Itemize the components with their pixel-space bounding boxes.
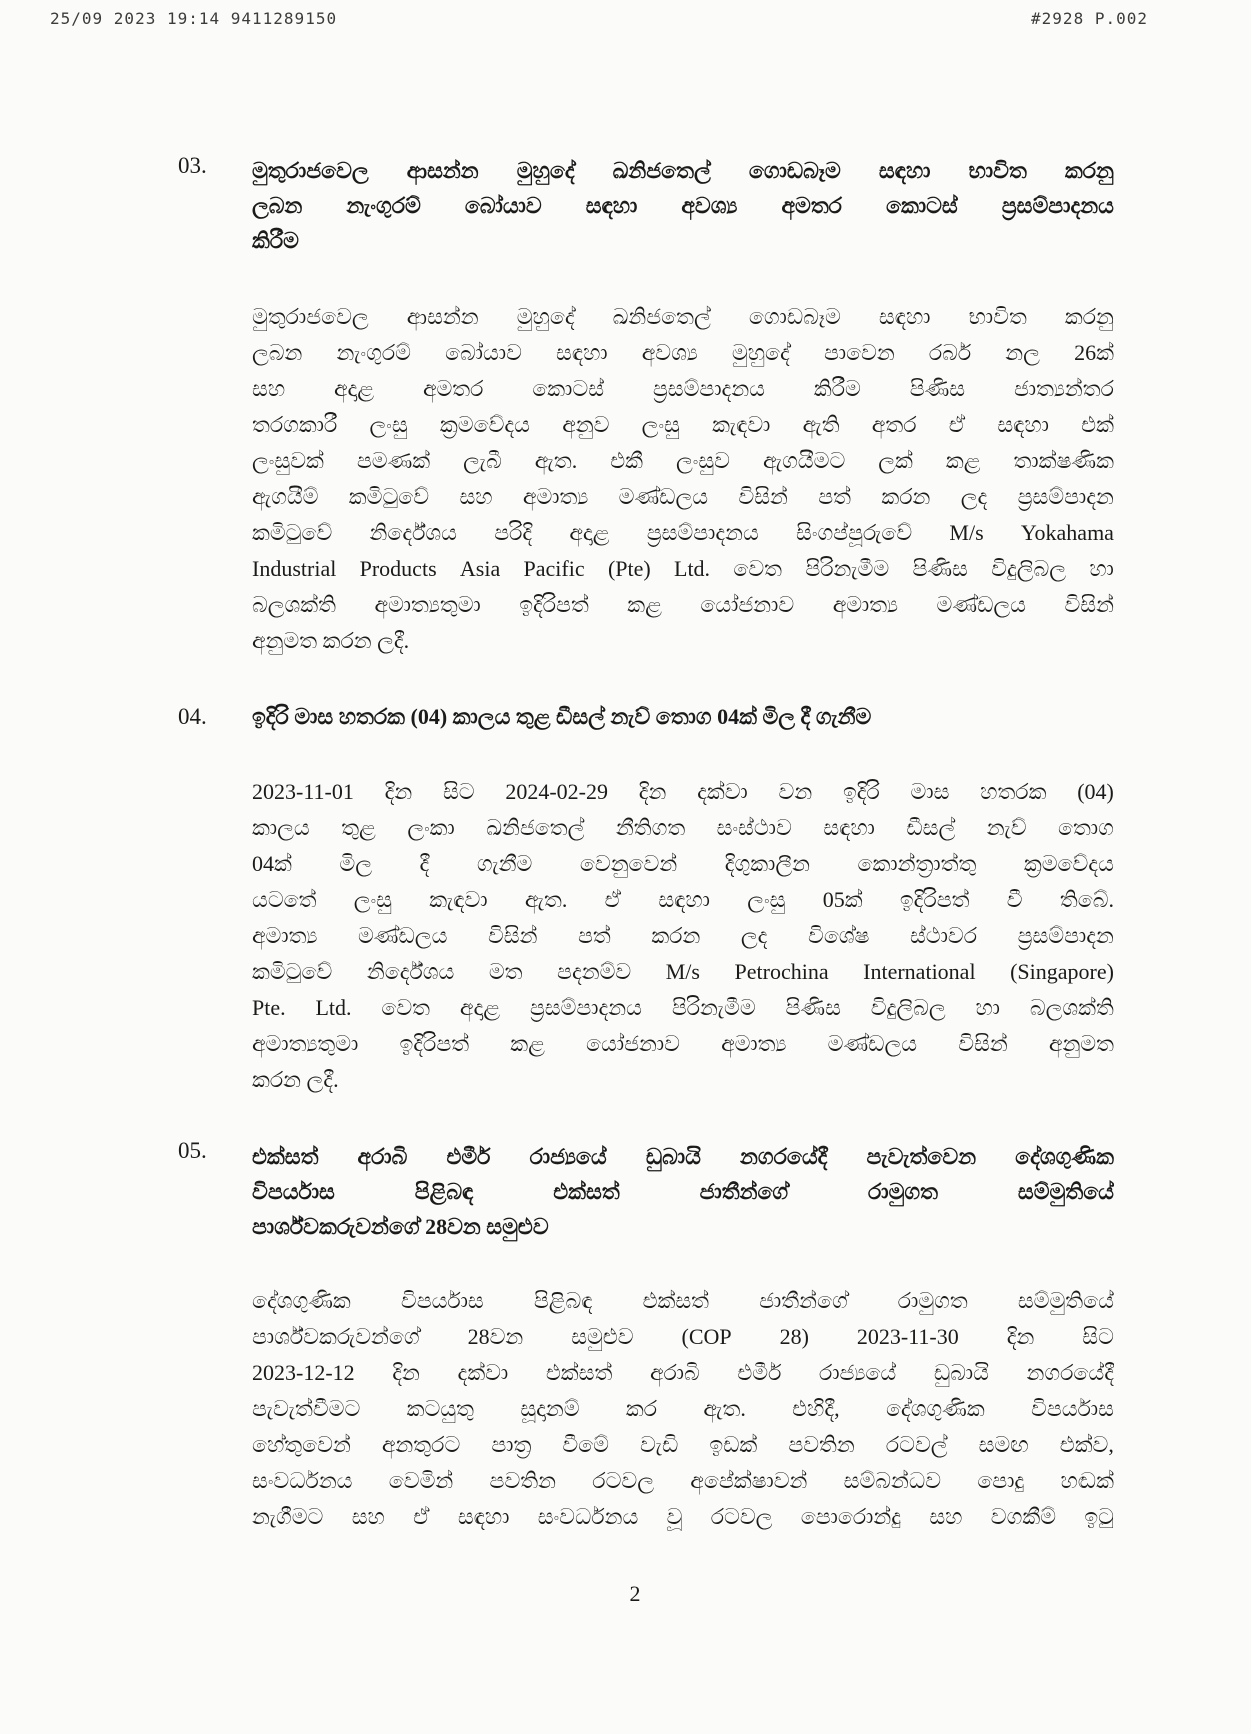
body-line: ලබන නැංගුරම් බෝයාව සඳහා අවශ්‍ය මුහුදේ පාවෙන රබර් නල 26ක් [252,340,1114,365]
body-line: තරගකාරී ලංසු ක්‍රමවේදය අනුව ලංසු කැඳවා ඇති අතර ඒ සඳහා එක් [252,412,1114,437]
body-line: අනුමත කරන ලදී. [252,628,410,653]
body-line: 2023-11-01 දින සිට 2024-02-29 දින දක්වා වන ඉදිරි මාස හතරක (04) [252,779,1114,804]
body-line: කමිටුවේ නිර්දේශය මත පදනම්ව M/s Petrochina International (Singapore) [252,959,1114,984]
fax-page-reference: #2928 P.002 [1031,9,1148,28]
body-line: නැගීමට සහ ඒ සඳහා සංවර්ධනය වූ රටවල පොරොන්දු සහ වගකීම් ඉටු [252,1504,1114,1529]
fax-timestamp: 25/09 2023 19:14 9411289150 [50,9,338,28]
body-line: කරන ලදී. [252,1067,339,1092]
body-line: Pte. Ltd. වෙත අදාළ ප්‍රසම්පාදනය පිරිනැමීම පිණිස විදුලිබල හා බලශක්ති [252,995,1114,1020]
heading-line: එක්සත් අරාබි එමීර් රාජ්‍යයේ ඩුබායි නගරයේදී පැවැත්වෙන දේශගුණික [252,1144,1114,1169]
body-line: දේශගුණික විපර්යාස පිළිබඳ එක්සත් ජාතීන්ගේ රාමුගත සම්මුතියේ [252,1288,1114,1313]
body-line: සංවර්ධනය වෙමින් පවතින රටවල අපේක්ෂාවන් සම්බන්ධව පොදු හඬක් [252,1468,1114,1493]
section-number-05: 05. [178,1138,207,1163]
heading-line: කිරීම [252,228,299,253]
heading-line: විපර්යාස පිළිබඳ එක්සත් ජාතීන්ගේ රාමුගත සම්මුතියේ [252,1179,1114,1204]
body-line: ඇගයීම් කමිටුවේ සහ අමාත්‍ය මණ්ඩලය විසින් පත් කරන ලද ප්‍රසම්පාදන [252,484,1114,509]
section-number-04: 04. [178,704,207,729]
body-line: පාර්ශ්වකරුවන්ගේ 28වන සමුළුව (COP 28) 2023-11-30 දින සිට [252,1324,1114,1349]
body-line: 04ක් මිල දී ගැනීම වෙනුවෙන් දිගුකාලීන කොන්ත්‍රාත්තු ක්‍රමවේදය [252,851,1114,876]
body-line: අමාත්‍ය මණ්ඩලය විසින් පත් කරන ලද විශේෂ ස්ථාවර ප්‍රසම්පාදන [252,923,1114,948]
body-line: කාලය තුළ ලංකා ඛනිජතෙල් නීතිගත සංස්ථාව සඳහා ඩීසල් නැව් තොග [252,815,1114,840]
heading-line: පාර්ශ්වකරුවන්ගේ 28වන සමුළුව [252,1214,549,1239]
body-line: අමාත්‍යතුමා ඉදිරිපත් කළ යෝජනාව අමාත්‍ය මණ්ඩලය විසින් අනුමත [252,1031,1114,1056]
section-body-05 [252,1283,1114,1535]
page-number: 2 [629,1581,641,1606]
section-number-03: 03. [178,153,207,178]
section-heading-05 [252,1139,1114,1244]
body-line: 2023-12-12 දින දක්වා එක්සත් අරාබි එමීර් රාජ්‍යයේ ඩුබායි නගරයේදී [252,1360,1114,1385]
body-line: හේතුවෙන් අනතුරට පාත්‍ර වීමේ වැඩි ඉඩක් පවතින රටවල් සමඟ එක්ව, [252,1432,1114,1457]
fax-header [50,6,1148,32]
heading-line: ලබන නැංගුරම් බෝයාව සඳහා අවශ්‍ය අමතර කොටස් ප්‍රසම්පාදනය [252,193,1114,218]
body-line: ලංසුවක් පමණක් ලැබී ඇත. එකී ලංසුව ඇගයීමට ලක් කළ තාක්ෂණික [252,448,1114,473]
body-line: පැවැත්වීමට කටයුතු සූදානම් කර ඇත. එහිදී, දේශගුණික විපර්යාස [252,1396,1114,1421]
heading-line: මුතුරාජවෙල ආසන්න මුහුදේ ඛනිජතෙල් ගොඩබෑම සඳහා භාවිත කරනු [252,158,1114,183]
heading-line: ඉදිරි මාස හතරක (04) කාලය තුළ ඩීසල් නැව් තොග 04ක් මිල දී ගැනීම [252,704,872,729]
section-heading-03 [252,153,1114,258]
body-line: සහ අදාළ අමතර කොටස් ප්‍රසම්පාදනය කිරීම පිණිස ජාත්‍යන්තර [252,376,1114,401]
body-line: Industrial Products Asia Pacific (Pte) Ltd. වෙත පිරිනැමීම පිණිස විදුලිබල හා [252,556,1114,581]
section-heading-04 [252,699,1114,734]
section-body-03 [252,299,1114,659]
body-line: යටතේ ලංසු කැඳවා ඇත. ඒ සඳහා ලංසු 05ක් ඉදිරිපත් වී තිබේ. [252,887,1114,912]
body-line: මුතුරාජවෙල ආසන්න මුහුදේ ඛනිජතෙල් ගොඩබෑම සඳහා භාවිත කරනු [252,304,1114,329]
body-line: කමිටුවේ නිර්දේශය පරිදි අදාළ ප්‍රසම්පාදනය සිංගප්පූරුවේ M/s Yokahama [252,520,1114,545]
section-body-04 [252,774,1114,1098]
body-line: බලශක්ති අමාත්‍යතුමා ඉදිරිපත් කළ යෝජනාව අමාත්‍ය මණ්ඩලය විසින් [252,592,1114,617]
